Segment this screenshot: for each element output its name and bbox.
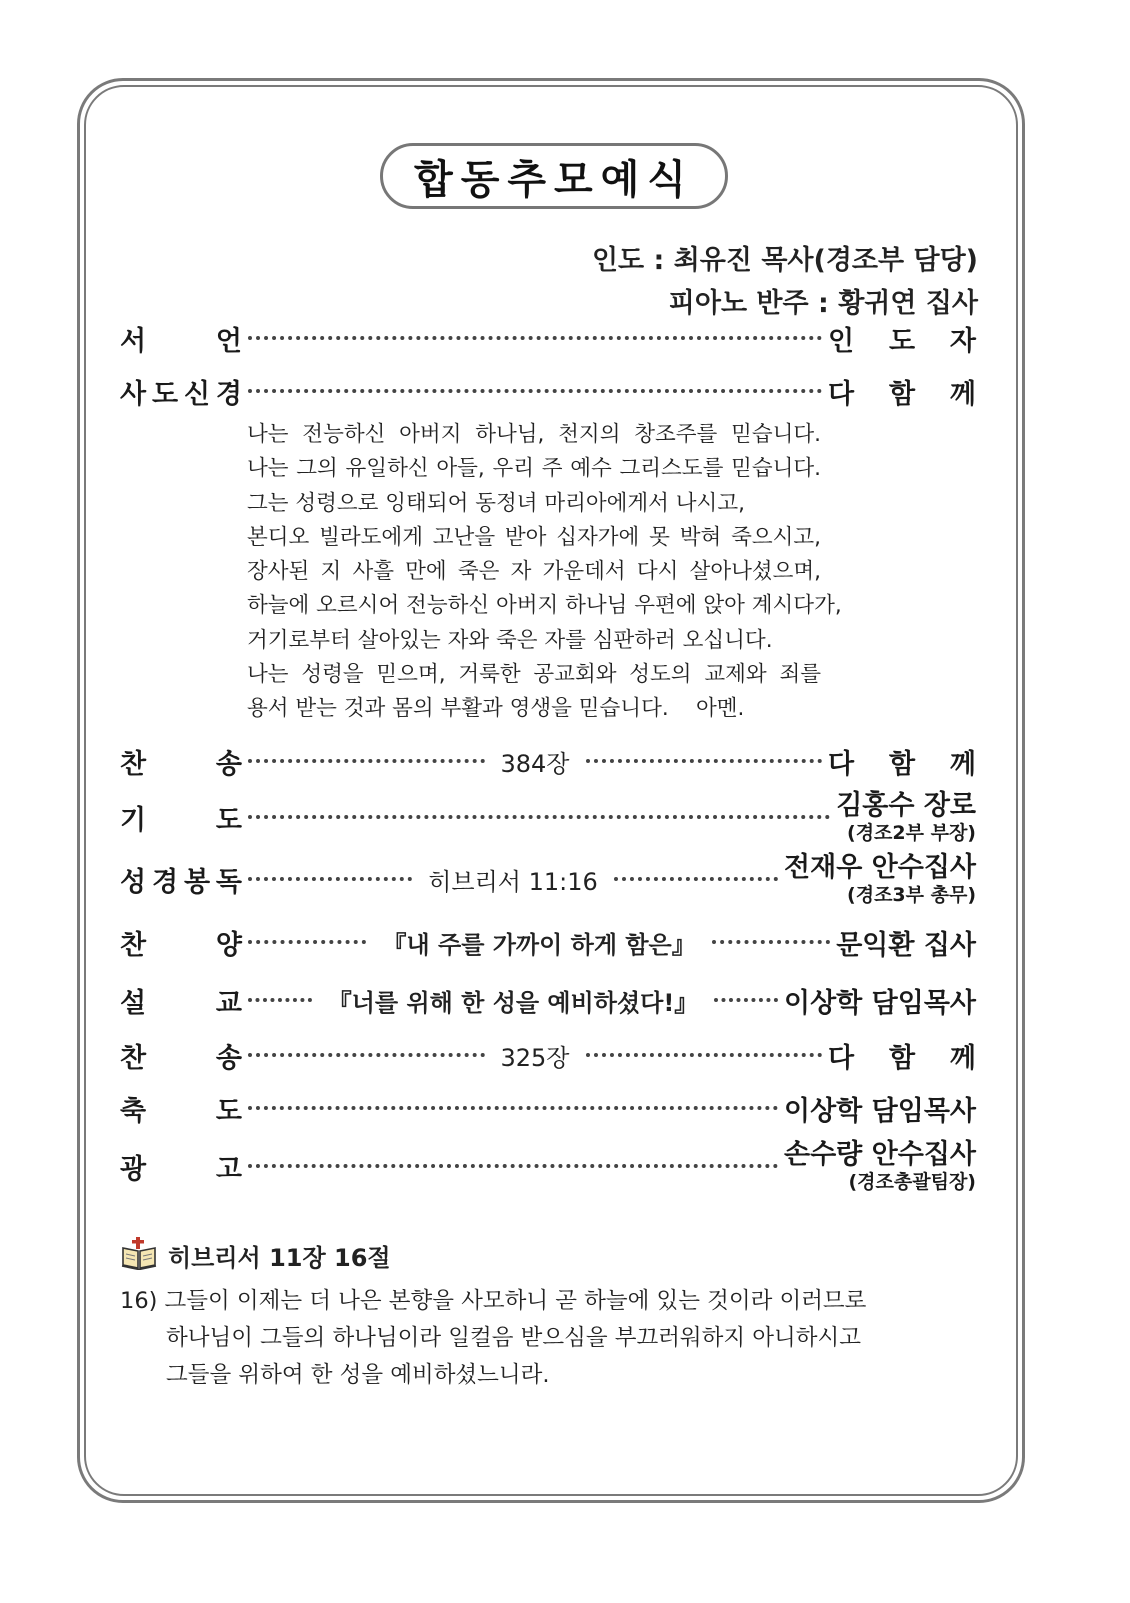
- item-responsible: 이상학 담임목사: [784, 1095, 976, 1127]
- leader-dots: [248, 389, 822, 393]
- leader-dots: [614, 877, 778, 881]
- anthem-title: 『내 주를 가까이 하게 함은』: [382, 930, 696, 959]
- item-name: 찬 양: [120, 929, 242, 961]
- piano-credit: 피아노 반주 : 황귀연 집사: [668, 288, 978, 319]
- hymn-number: 384장: [500, 749, 570, 778]
- item-responsible: 이상학 담임목사: [784, 987, 976, 1019]
- item-name: 설 교: [120, 987, 242, 1019]
- leader-dots: [248, 759, 485, 763]
- item-name: 광 고: [120, 1153, 242, 1185]
- leader-dots: [248, 336, 822, 340]
- order-item-hymn-2: [120, 1037, 976, 1073]
- leader-dots: [248, 998, 312, 1002]
- leader-credit: 인도 : 최유진 목사(경조부 담당): [591, 245, 978, 276]
- verse-line: 그들을 위하여 한 성을 예비하셨느니라.: [166, 1362, 550, 1388]
- page-title: 합동추모예식: [414, 156, 694, 203]
- leader-dots: [248, 815, 830, 819]
- bible-icon: [120, 1236, 158, 1274]
- creed-line: 나는 전능하신 아버지 하나님, 천지의 창조주를 믿습니다.: [247, 422, 821, 447]
- verse-heading: [120, 1236, 391, 1274]
- title-box: [380, 143, 728, 209]
- leader-dots: [248, 940, 366, 944]
- item-name: 성 경 봉 독: [120, 866, 242, 898]
- creed-line: 그는 성령으로 잉태되어 동정녀 마리아에게서 나시고,: [247, 490, 745, 516]
- item-responsible: 김홍수 장로 (경조2부 부장): [836, 790, 976, 844]
- item-name: 사 도 신 경: [120, 378, 242, 410]
- order-item-benediction: [120, 1090, 976, 1126]
- item-name: 기 도: [120, 804, 242, 836]
- item-responsible: 전재우 안수집사 (경조3부 총무): [784, 852, 977, 906]
- item-name: 찬 송: [120, 748, 242, 780]
- order-item-opening: [120, 320, 976, 356]
- order-item-scripture: [120, 852, 976, 906]
- order-item-prayer: [120, 790, 976, 844]
- order-item-announcements: [120, 1138, 976, 1194]
- verse-line: 하나님이 그들의 하나님이라 일컬음 받으심을 부끄러워하지 아니하시고: [166, 1325, 861, 1351]
- leader-dots: [712, 940, 830, 944]
- verse-text: [120, 1283, 866, 1394]
- hymn-number: 325장: [500, 1043, 570, 1072]
- item-responsible: 다 함 께: [828, 1042, 976, 1074]
- apostles-creed-text: [247, 418, 842, 727]
- leader-dots: [714, 998, 778, 1002]
- item-name: 찬 송: [120, 1042, 242, 1074]
- scripture-reference: 히브리서 11:16: [428, 867, 598, 896]
- order-item-hymn-1: [120, 743, 976, 779]
- leader-dots: [586, 1053, 823, 1057]
- creed-line: 장사된 지 사흘 만에 죽은 자 가운데서 다시 살아나셨으며,: [247, 559, 821, 585]
- creed-line: 본디오 빌라도에게 고난을 받아 십자가에 못 박혀 죽으시고,: [247, 524, 821, 550]
- leader-dots: [248, 1164, 778, 1168]
- creed-line: 하늘에 오르시어 전능하신 아버지 하나님 우편에 앉아 계시다가,: [247, 593, 842, 619]
- creed-line: 용서 받는 것과 몸의 부활과 영생을 믿습니다. 아멘.: [247, 696, 745, 722]
- item-responsible: 다 함 께: [828, 378, 976, 410]
- item-responsible: 손수량 안수집사 (경조총괄팀장): [784, 1139, 976, 1193]
- leader-dots: [248, 1106, 778, 1110]
- order-item-anthem: [120, 924, 976, 960]
- item-responsible: 인 도 자: [828, 325, 976, 357]
- item-name: 서 언: [120, 325, 242, 357]
- sermon-title: 『너를 위해 한 성을 예비하셨다!』: [327, 988, 699, 1017]
- creed-line: 거기로부터 살아있는 자와 죽은 자를 심판하러 오십니다.: [247, 627, 773, 653]
- order-item-creed: [120, 373, 976, 409]
- leader-dots: [586, 759, 823, 763]
- order-item-sermon: [120, 982, 976, 1018]
- verse-line: 16) 그들이 이제는 더 나은 본향을 사모하니 곧 하늘에 있는 것이라 이러므로: [120, 1288, 867, 1314]
- creed-line: 나는 그의 유일하신 아들, 우리 주 예수 그리스도를 믿습니다.: [247, 456, 821, 482]
- leader-dots: [248, 877, 412, 881]
- verse-reference: 히브리서 11장 16절: [168, 1243, 391, 1272]
- item-responsible: 다 함 께: [828, 748, 976, 780]
- item-responsible: 문익환 집사: [836, 929, 977, 961]
- item-name: 축 도: [120, 1095, 242, 1127]
- leader-dots: [248, 1053, 485, 1057]
- creed-line: 나는 성령을 믿으며, 거룩한 공교회와 성도의 교제와 죄를: [247, 662, 821, 688]
